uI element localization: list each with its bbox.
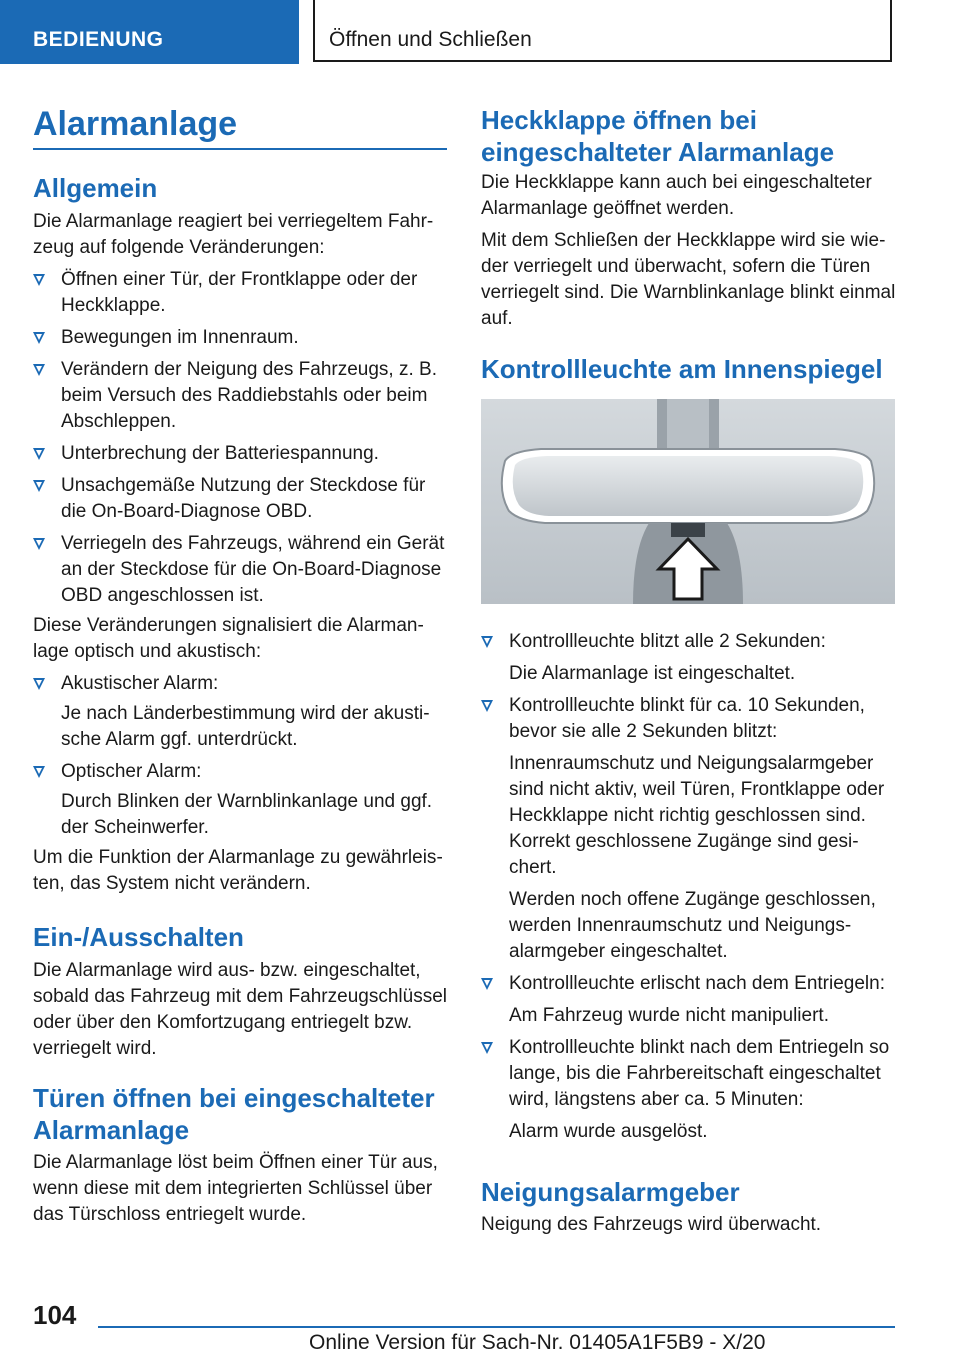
list-item: Kontrollleuchte blitzt alle 2 Sekunden: — [481, 629, 897, 655]
heckklappe-p2: Mit dem Schließen der Heckklappe wird sie wieder verriegelt und überwacht, sofern die Türen verriegelt sind. Die Warnblinkanlage blinkt einmal auf. — [481, 230, 896, 329]
bullet-triangle-icon — [481, 978, 493, 990]
bullet-triangle-icon — [33, 480, 45, 492]
list-item: Kontrollleuchte blinkt für ca. 10 Sekunden, bevor sie alle 2 Sekunden blitzt: — [481, 693, 897, 745]
list-subtext: Je nach Länderbestimmung wird der akustische Alarm ggf. unterdrückt. — [61, 703, 430, 750]
bullet-triangle-icon — [33, 364, 45, 376]
list-item: Kontrollleuchte erlischt nach dem Entriegeln: — [481, 971, 897, 997]
heading-heckklappe: Heckklappe öffnen bei eingeschalteter Alarmanlage — [481, 105, 835, 167]
neigung-text: Neigung des Fahrzeugs wird überwacht. — [481, 1214, 822, 1235]
list-subtext: Die Alarmanlage ist eingeschaltet. — [509, 663, 796, 684]
ein-aus-text: Die Alarmanlage wird aus- bzw. eingeschaltet, sobald das Fahrzeug mit dem Fahrzeugschlüssel oder über den Komfortzugang entriegelt bzw. verriegelt wird. — [33, 960, 447, 1059]
list-item: Optischer Alarm: — [33, 759, 449, 785]
mirror-illustration — [481, 399, 895, 604]
ein-aus-body — [33, 958, 449, 1062]
heading-ein-aus: Ein-/Ausschalten — [33, 922, 244, 952]
footer-online-version: Online Version für Sach-Nr. 01405A1F5B9 - X/20 — [309, 1331, 766, 1354]
allgemein-body — [33, 209, 449, 897]
chapter-label: Öffnen und Schließen — [329, 28, 532, 51]
list-item: Öffnen einer Tür, der Frontklappe oder der Heckklappe. — [33, 267, 449, 319]
heading-neigung: Neigungsalarmgeber — [481, 1177, 740, 1207]
title-rule — [33, 148, 447, 150]
neigung-body — [481, 1212, 897, 1238]
list-item: Verändern der Neigung des Fahrzeugs, z. B. beim Versuch des Raddiebstahls oder beim Abschleppen. — [33, 357, 449, 435]
section-tab — [0, 0, 299, 64]
heckklappe-body — [481, 170, 897, 332]
bullet-triangle-icon — [481, 700, 493, 712]
tueren-text: Die Alarmanlage löst beim Öffnen einer Tür aus, wenn diese mit dem integrierten Schlüssel über das Türschloss entriegelt wurde. — [33, 1152, 438, 1225]
list-item: Bewegungen im Innenraum. — [33, 325, 449, 351]
bullet-triangle-icon — [33, 274, 45, 286]
list-subtext: Alarm wurde ausgelöst. — [509, 1121, 708, 1142]
signal-intro: Diese Veränderungen signalisiert die Alarmanlage optisch und akustisch: — [33, 615, 424, 662]
allgemein-intro: Die Alarmanlage reagiert bei verriegeltem Fahrzeug auf folgende Veränderungen: — [33, 211, 434, 258]
heading-allgemein: Allgemein — [33, 173, 158, 203]
tueren-body — [33, 1150, 449, 1228]
rearview-mirror-illustration — [481, 399, 895, 604]
heckklappe-p1: Die Heckklappe kann auch bei eingeschalteter Alarmanlage geöffnet werden. — [481, 172, 872, 219]
list-subtext: Werden noch offene Zugänge geschlossen, werden Innenraumschutz und Neigungsalarmgeber eingeschaltet. — [509, 889, 876, 962]
allgemein-outro: Um die Funktion der Alarmanlage zu gewährleisten, das System nicht verändern. — [33, 847, 443, 894]
bullet-triangle-icon — [481, 636, 493, 648]
page-title: Alarmanlage — [33, 105, 238, 143]
bullet-triangle-icon — [481, 1042, 493, 1054]
footer-rule — [98, 1326, 895, 1328]
section-label: BEDIENUNG — [33, 28, 164, 51]
list-item: Kontrollleuchte blinkt nach dem Entriegeln so lange, bis die Fahrbereitschaft eingeschaltet wird, längstens aber ca. 5 Minuten: — [481, 1035, 897, 1113]
list-subtext: Am Fahrzeug wurde nicht manipuliert. — [509, 1005, 829, 1026]
page-number: 104 — [33, 1300, 77, 1330]
kontroll-body — [481, 629, 897, 1145]
bullet-triangle-icon — [33, 538, 45, 550]
list-item: Verriegeln des Fahrzeugs, während ein Gerät an der Steckdose für die On-Board-Diagnose OBD angeschlossen ist. — [33, 531, 449, 609]
list-subtext: Durch Blinken der Warnblinkanlage und ggf. der Scheinwerfer. — [61, 791, 433, 838]
list-item: Unsachgemäße Nutzung der Steckdose für die On-Board-Diagnose OBD. — [33, 473, 449, 525]
chapter-tab — [313, 0, 892, 62]
list-item: Akustischer Alarm: — [33, 671, 449, 697]
bullet-triangle-icon — [33, 332, 45, 344]
list-subtext: Innenraumschutz und Neigungsalarmgeber sind nicht aktiv, weil Türen, Frontklappe oder Heckklappe nicht richtig geschlossen sind. Korrekt geschlossene Zugänge sind gesichert. — [509, 753, 885, 878]
heading-tueren: Türen öffnen bei eingeschalteter Alarmanlage — [33, 1083, 435, 1145]
bullet-triangle-icon — [33, 448, 45, 460]
heading-kontroll: Kontrollleuchte am Innenspiegel — [481, 354, 883, 384]
bullet-triangle-icon — [33, 678, 45, 690]
bullet-triangle-icon — [33, 766, 45, 778]
list-item: Unterbrechung der Batteriespannung. — [33, 441, 449, 467]
